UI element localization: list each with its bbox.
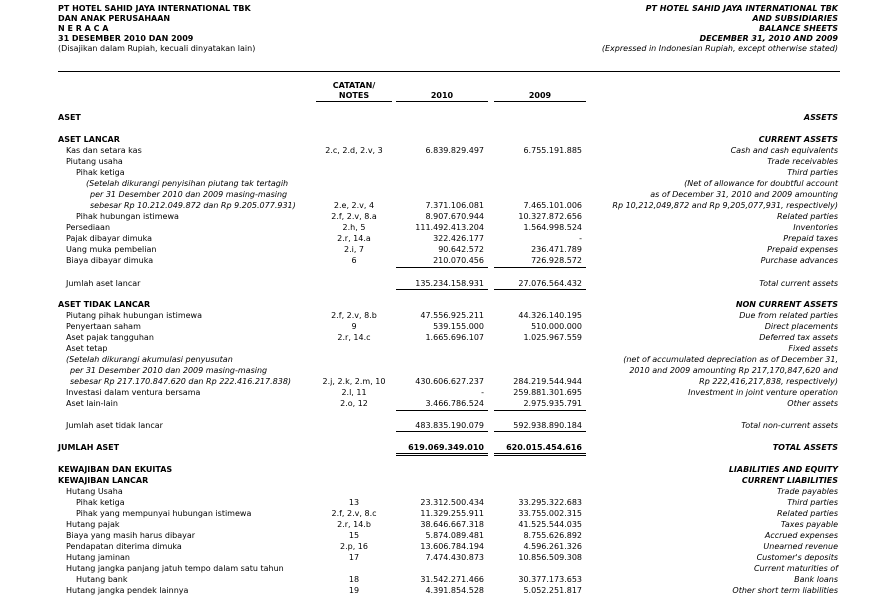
total-assets-double-2010 [396, 455, 488, 456]
row-value-2010: 210.070.456 [433, 256, 484, 265]
row-label: (Setelah dikurangi penyisihan piutang tak tertagih [86, 179, 289, 188]
row-value-2009: 33.295.322.683 [518, 498, 582, 507]
noncurrent-underline-2009 [494, 431, 586, 432]
column-2010-rule [396, 101, 488, 102]
notes-header-2: NOTES [338, 91, 370, 100]
row-value-2010: 135.234.158.931 [415, 279, 484, 288]
row-value-2010: 31.542.271.466 [420, 575, 484, 584]
row-label: KEWAJIBAN LANCAR [58, 476, 149, 485]
row-label: Uang muka pembelian [66, 245, 157, 254]
statement-note: (Disajikan dalam Rupiah, kecuali dinyatakan lain) [58, 44, 256, 53]
row-label-en: Taxes payable [780, 520, 838, 529]
row-value-2009: 284.219.544.944 [513, 377, 582, 386]
row-value-2010: 23.312.500.434 [420, 498, 484, 507]
row-label: Hutang jaminan [66, 553, 130, 562]
row-label: Penyertaan saham [66, 322, 141, 331]
statement-date: 31 DESEMBER 2010 DAN 2009 [58, 34, 194, 43]
row-value-2010: 430.606.627.237 [415, 377, 484, 386]
total-assets-rule-2009 [494, 453, 586, 454]
row-label-en: Other short term liabilities [732, 586, 838, 595]
notes-header-1: CATATAN/ [332, 81, 376, 90]
row-value-2009: 8.755.626.892 [523, 531, 582, 540]
statement-date-en: DECEMBER 31, 2010 AND 2009 [699, 34, 838, 43]
row-value-2010: 4.391.854.528 [425, 586, 484, 595]
row-label-en: Related parties [776, 509, 838, 518]
row-label: Hutang jangka panjang jatuh tempo dalam satu tahun [66, 564, 284, 573]
row-note: 13 [348, 498, 360, 507]
row-label: Piutang pihak hubungan istimewa [66, 311, 202, 320]
row-value-2009: 27.076.564.432 [518, 279, 582, 288]
row-note: 15 [348, 531, 360, 540]
row-note: 2.i, 7 [343, 245, 365, 254]
row-note: 6 [351, 256, 357, 265]
row-label: Jumlah aset tidak lancar [66, 421, 163, 430]
row-label-en: Other assets [787, 399, 838, 408]
row-value-2009: 44.326.140.195 [518, 311, 582, 320]
row-label: Pendapatan diterima dimuka [66, 542, 182, 551]
row-label: Hutang bank [76, 575, 128, 584]
column-2009-rule [494, 101, 586, 102]
row-label: Pihak yang mempunyai hubungan istimewa [76, 509, 252, 518]
row-label: Investasi dalam ventura bersama [66, 388, 201, 397]
row-label: Pihak ketiga [76, 498, 125, 507]
row-value-2009: 592.938.890.184 [513, 421, 582, 430]
row-label-en: Prepaid expenses [767, 245, 838, 254]
row-label-en: Trade payables [776, 487, 838, 496]
row-label-en: Total current assets [759, 279, 838, 288]
row-label: Kas dan setara kas [66, 146, 142, 155]
row-label-en: Inventories [793, 223, 838, 232]
row-label: Biaya yang masih harus dibayar [66, 531, 196, 540]
row-label: (Setelah dikurangi akumulasi penyusutan [66, 355, 233, 364]
row-note: 17 [348, 553, 360, 562]
row-label: Hutang jangka pendek lainnya [66, 586, 189, 595]
row-value-2009: 4.596.261.326 [523, 542, 582, 551]
row-note: 2.h, 5 [342, 223, 366, 232]
row-value-2010: 5.874.089.481 [425, 531, 484, 540]
row-label: per 31 Desember 2010 dan 2009 masing-masing [70, 366, 268, 375]
row-label-en: Deferred tax assets [759, 333, 838, 342]
row-label-en: Rp 222,416,217,838, respectively) [699, 377, 838, 386]
row-value-2009: 259.881.301.695 [513, 388, 582, 397]
noncurrent-rule-2010 [396, 410, 488, 411]
row-value-2009: - [579, 234, 582, 243]
row-label: JUMLAH ASET [58, 443, 120, 452]
row-label-en: Purchase advances [760, 256, 838, 265]
row-label-en: 2010 and 2009 amounting Rp 217,170,847,620 and [629, 366, 838, 375]
row-note: 2.f, 2.v, 8.b [331, 311, 377, 320]
row-label-en: CURRENT LIABILITIES [741, 476, 838, 485]
row-label: Jumlah aset lancar [66, 279, 141, 288]
row-value-2010: 322.426.177 [433, 234, 484, 243]
row-label-en: (Net of allowance for doubtful account [684, 179, 838, 188]
row-value-2009: 236.471.789 [531, 245, 582, 254]
row-label: Aset lain-lain [66, 399, 118, 408]
row-value-2009: 2.975.935.791 [523, 399, 582, 408]
row-value-2009: 726.928.572 [531, 256, 582, 265]
row-value-2009: 5.052.251.817 [523, 586, 582, 595]
company-name-en: PT HOTEL SAHID JAYA INTERNATIONAL TBK [645, 4, 838, 13]
row-label-en: Cash and cash equivalents [730, 146, 838, 155]
row-value-2010: 483.835.190.079 [415, 421, 484, 430]
row-note: 2.f, 2.v, 8.c [331, 509, 377, 518]
row-note: 18 [348, 575, 360, 584]
row-value-2009: 620.015.454.616 [506, 443, 582, 452]
row-label: Persediaan [66, 223, 111, 232]
company-name: PT HOTEL SAHID JAYA INTERNATIONAL TBK [58, 4, 251, 13]
row-value-2010: 47.556.925.211 [420, 311, 484, 320]
row-label: Piutang usaha [66, 157, 123, 166]
statement-note-en: (Expressed in Indonesian Rupiah, except otherwise stated) [601, 44, 838, 53]
row-label-en: Customer's deposits [756, 553, 838, 562]
row-note: 2.e, 2.v, 4 [333, 201, 375, 210]
row-label-en: NON CURRENT ASSETS [735, 300, 838, 309]
row-label: ASET [58, 113, 81, 122]
row-note: 2.p, 16 [340, 542, 368, 551]
header-rule [58, 71, 840, 72]
total-assets-rule-2010 [396, 453, 488, 454]
row-label: sebesar Rp 217.170.847.620 dan Rp 222.416.217.838) [70, 377, 292, 386]
notes-header-rule [316, 101, 392, 102]
row-label: ASET TIDAK LANCAR [58, 300, 151, 309]
row-value-2010: 90.642.572 [438, 245, 484, 254]
row-note: 19 [348, 586, 360, 595]
row-note: 2.j, 2.k, 2.m, 10 [322, 377, 386, 386]
row-value-2010: 6.839.829.497 [425, 146, 484, 155]
row-value-2009: 1.025.967.559 [523, 333, 582, 342]
row-note: 2.o, 12 [340, 399, 368, 408]
row-label-en: as of December 31, 2010 and 2009 amounting [650, 190, 838, 199]
row-value-2009: 10.856.509.308 [518, 553, 582, 562]
subtotal-rule-2010 [396, 267, 488, 268]
row-label-en: Investment in joint venture operation [688, 388, 838, 397]
noncurrent-rule-2009 [494, 410, 586, 411]
row-value-2009: 33.755.002.315 [518, 509, 582, 518]
row-value-2009: 30.377.173.653 [518, 575, 582, 584]
row-label: Pihak hubungan istimewa [76, 212, 179, 221]
row-label-en: Current maturities of [753, 564, 838, 573]
row-label: sebesar Rp 10.212.049.872 dan Rp 9.205.077.931) [90, 201, 296, 210]
row-label-en: Related parties [776, 212, 838, 221]
row-value-2010: 111.492.413.204 [415, 223, 484, 232]
row-label-en: Third parties [787, 168, 838, 177]
row-label: Biaya dibayar dimuka [66, 256, 154, 265]
row-label-en: Prepaid taxes [783, 234, 838, 243]
row-label-en: TOTAL ASSETS [772, 443, 838, 452]
row-value-2009: 1.564.998.524 [523, 223, 582, 232]
row-label: Hutang pajak [66, 520, 120, 529]
row-label-en: LIABILITIES AND EQUITY [728, 465, 838, 474]
row-label: Hutang Usaha [66, 487, 123, 496]
row-value-2010: 3.466.786.524 [425, 399, 484, 408]
row-label: Pihak ketiga [76, 168, 125, 177]
row-label: Pajak dibayar dimuka [66, 234, 152, 243]
row-value-2010: 539.155.000 [433, 322, 484, 331]
statement-title: N E R A C A [58, 24, 109, 33]
row-note: 2.r, 14.b [337, 520, 371, 529]
row-label-en: Unearned revenue [763, 542, 838, 551]
row-value-2009: 510.000.000 [531, 322, 582, 331]
row-label: Aset pajak tangguhan [66, 333, 154, 342]
row-note: 2.r, 14.a [337, 234, 371, 243]
subtotal-underline-2009 [494, 289, 586, 290]
row-value-2010: 619.069.349.010 [408, 443, 484, 452]
subtotal-underline-2010 [396, 289, 488, 290]
row-label-en: Trade receivables [767, 157, 838, 166]
total-assets-double-2009 [494, 455, 586, 456]
company-subtitle: DAN ANAK PERUSAHAAN [58, 14, 171, 23]
row-label-en: Bank loans [794, 575, 838, 584]
row-value-2010: 11.329.255.911 [420, 509, 484, 518]
row-label-en: Direct placements [764, 322, 838, 331]
column-2010-header: 2010 [430, 91, 454, 100]
row-note: 2.r, 14.c [337, 333, 371, 342]
row-label-en: Third parties [787, 498, 838, 507]
row-label: KEWAJIBAN DAN EKUITAS [58, 465, 173, 474]
company-subtitle-en: AND SUBSIDIARIES [752, 14, 838, 23]
row-value-2010: 13.606.784.194 [420, 542, 484, 551]
row-label-en: Total non-current assets [741, 421, 838, 430]
row-label-en: CURRENT ASSETS [758, 135, 838, 144]
row-note: 9 [351, 322, 357, 331]
row-value-2010: 7.371.106.081 [425, 201, 484, 210]
row-note: 2.c, 2.d, 2.v, 3 [325, 146, 383, 155]
row-label-en: ASSETS [803, 113, 838, 122]
column-2009-header: 2009 [528, 91, 552, 100]
row-label: per 31 Desember 2010 dan 2009 masing-masing [90, 190, 288, 199]
row-label-en: (net of accumulated depreciation as of December 31, [623, 355, 838, 364]
row-note: 2.l, 11 [341, 388, 367, 397]
noncurrent-underline-2010 [396, 431, 488, 432]
row-value-2010: 7.474.430.873 [425, 553, 484, 562]
row-value-2009: 41.525.544.035 [518, 520, 582, 529]
subtotal-rule-2009 [494, 267, 586, 268]
row-label-en: Due from related parties [739, 311, 838, 320]
row-note: 2.f, 2.v, 8.a [331, 212, 377, 221]
row-label-en: Rp 10,212,049,872 and Rp 9,205,077,931, respectively) [612, 201, 838, 210]
row-label-en: Fixed assets [788, 344, 838, 353]
row-value-2009: 10.327.872.656 [518, 212, 582, 221]
row-value-2009: 7.465.101.006 [523, 201, 582, 210]
row-value-2010: 8.907.670.944 [425, 212, 484, 221]
row-value-2010: - [481, 388, 484, 397]
row-value-2010: 1.665.696.107 [425, 333, 484, 342]
row-label-en: Accrued expenses [764, 531, 838, 540]
row-label: ASET LANCAR [58, 135, 120, 144]
statement-title-en: BALANCE SHEETS [759, 24, 838, 33]
row-value-2009: 6.755.191.885 [523, 146, 582, 155]
row-value-2010: 38.646.667.318 [420, 520, 484, 529]
row-label: Aset tetap [66, 344, 108, 353]
